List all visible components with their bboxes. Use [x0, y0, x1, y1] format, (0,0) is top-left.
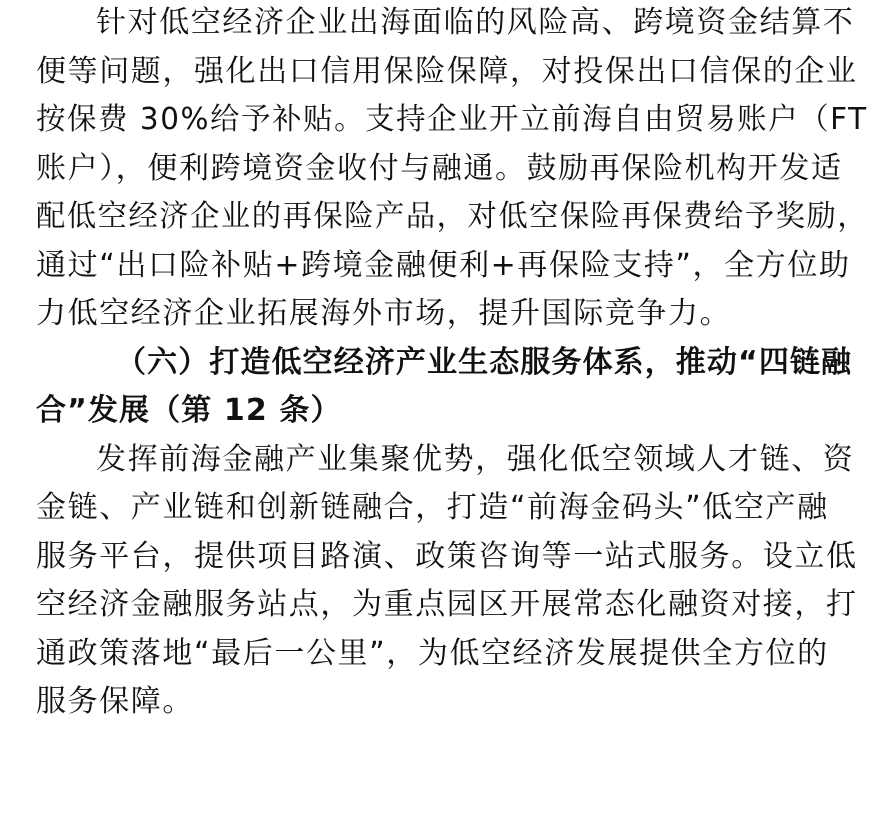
paragraph-1-line-1: 针对低空经济企业出海面临的风险高、跨境资金结算不	[96, 5, 855, 40]
section-heading-line-1: （六）打造低空经济产业生态服务体系，推动“四链融	[116, 344, 853, 380]
paragraph-1-line-2: 便等问题，强化出口信用保险保障，对投保出口信保的企业	[36, 53, 858, 89]
paragraph-2-line-3: 服务平台，提供项目路演、政策咨询等一站式服务。设立低	[36, 538, 858, 574]
paragraph-1-line-5: 配低空经济企业的再保险产品，对低空保险再保费给予奖励，	[36, 199, 869, 234]
paragraph-2-line-1: 发挥前海金融产业集聚优势，强化低空领域人才链、资	[96, 441, 855, 477]
paragraph-1-line-3: 按保费 30%给予补贴。支持企业开立前海自由贸易账户（FT	[36, 102, 868, 137]
paragraph-1-line-7: 力低空经济企业拓展海外市场，提升国际竞争力。	[36, 296, 732, 331]
paragraph-1-line-4: 账户），便利跨境资金收付与融通。鼓励再保险机构开发适	[36, 150, 843, 186]
section-heading-line-2: 合”发展（第 12 条）	[36, 393, 342, 428]
paragraph-2-line-2: 金链、产业链和创新链融合，打造“前海金码头”低空产融	[36, 490, 829, 525]
paragraph-2-line-5: 通政策落地“最后一公里”，为低空经济发展提供全方位的	[36, 635, 829, 671]
paragraph-1-line-6: 通过“出口险补贴+跨境金融便利+再保险支持”，全方位助	[36, 247, 851, 283]
paragraph-2-line-6: 服务保障。	[36, 684, 194, 719]
paragraph-2-line-4: 空经济金融服务站点，为重点园区开展常态化融资对接，打	[36, 587, 858, 622]
